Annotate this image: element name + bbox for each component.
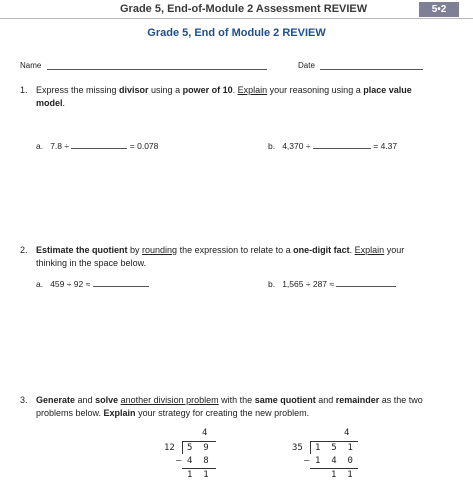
page-header [0, 0, 473, 18]
division-1-bracket-side [182, 441, 183, 454]
question-1-number: 1. [20, 85, 28, 95]
division-1-bracket-top [182, 441, 216, 442]
question-2-text: Estimate the quotient by rounding the expression to relate to a one-digit fact. Explain your thinking in the space below. [36, 245, 405, 268]
long-division-1 [160, 428, 230, 488]
lesson-badge: 5•2 [419, 2, 459, 17]
header-title: Grade 5, End-of-Module 2 Assessment REVIEW [120, 3, 368, 15]
division-2-product: 1 4 0 [315, 456, 353, 466]
division-1-subtract-line [182, 468, 216, 469]
division-2-minus: – [304, 456, 310, 466]
division-1-dividend: 5 9 [187, 443, 209, 453]
question-2a: a. 459 ÷ 92 ≈ [36, 278, 149, 289]
date-label: Date [298, 61, 315, 70]
question-2b: b. 1,565 ÷ 287 ≈ [268, 278, 396, 289]
question-2 [20, 244, 450, 274]
division-2-bracket-top [310, 441, 358, 442]
date-field[interactable] [320, 69, 423, 70]
question-1a-answer-blank[interactable] [71, 140, 127, 149]
division-2-divisor: 35 [292, 443, 303, 453]
division-2-remainder: 1 1 [331, 470, 353, 480]
division-1-remainder: 1 1 [187, 470, 209, 480]
question-3-number: 3. [20, 395, 28, 405]
question-3 [20, 394, 460, 424]
division-2-bracket-side [310, 441, 311, 454]
question-1-text: Express the missing divisor using a power of 10. Explain your reasoning using a place value model. [36, 85, 412, 108]
question-3-text: Generate and solve another division problem with the same quotient and remainder as the two problems below. Explain your strategy for creating the new problem. [36, 395, 423, 418]
question-2b-answer-blank[interactable] [336, 278, 396, 287]
division-1-minus: – [176, 456, 182, 466]
page-subtitle: Grade 5, End of Module 2 REVIEW [147, 27, 326, 39]
question-1b-answer-blank[interactable] [313, 140, 371, 149]
division-2-subtract-line [310, 468, 358, 469]
name-field[interactable] [47, 69, 267, 70]
division-1-quotient: 4 [202, 428, 208, 438]
division-1-divisor: 12 [164, 443, 175, 453]
division-2-quotient: 4 [344, 428, 350, 438]
division-2-dividend: 1 5 1 [315, 443, 353, 453]
name-label: Name [20, 61, 42, 70]
division-1-product: 4 8 [187, 456, 209, 466]
question-1b: b. 4,370 ÷ = 4.37 [268, 141, 398, 151]
question-1 [20, 84, 450, 114]
question-1a: a. 7.8 ÷ = 0.078 [36, 141, 159, 151]
question-2a-answer-blank[interactable] [93, 278, 149, 287]
question-2-number: 2. [20, 245, 28, 255]
long-division-2 [288, 428, 368, 488]
header-divider [0, 18, 473, 19]
